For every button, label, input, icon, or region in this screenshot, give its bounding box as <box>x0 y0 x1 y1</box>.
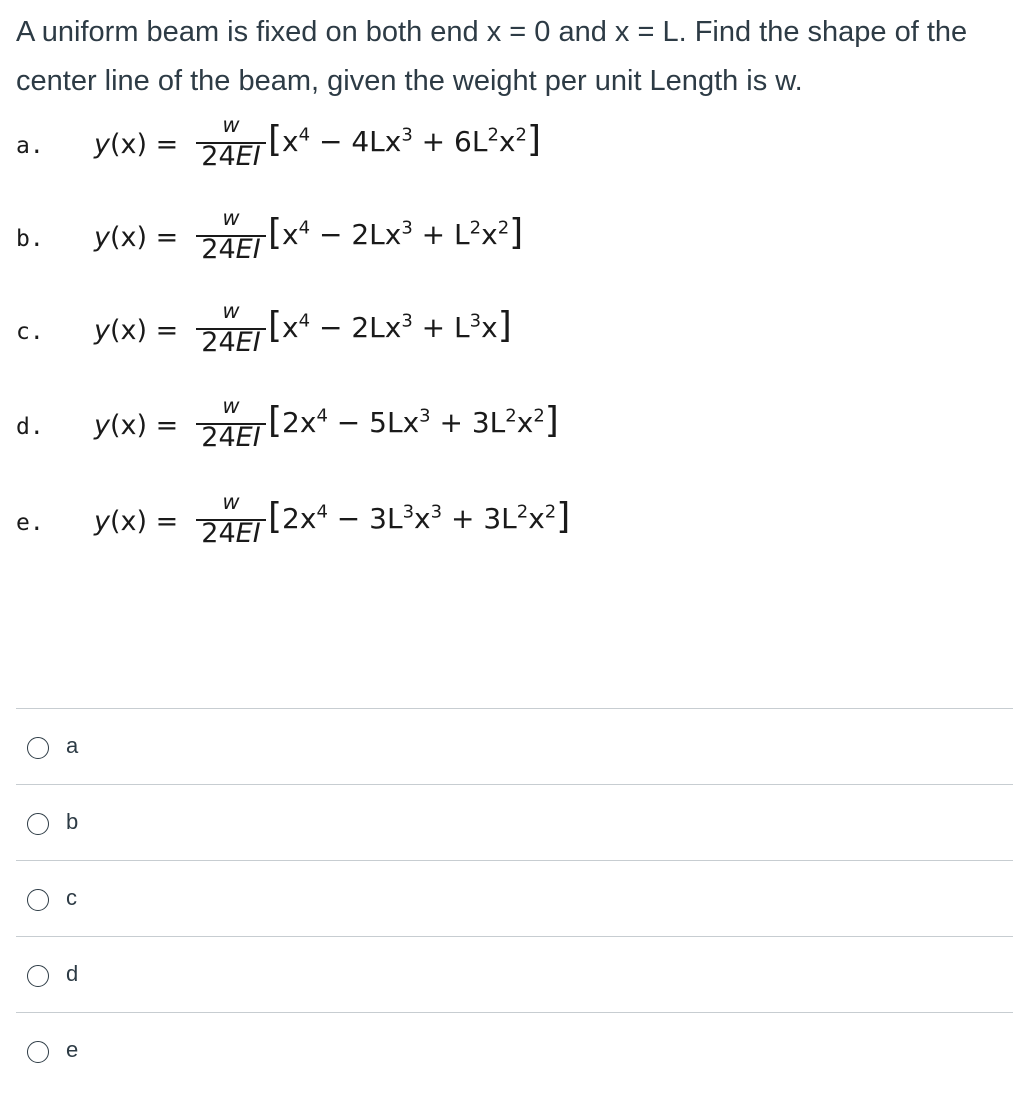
formula-lhs <box>94 410 178 441</box>
open-bracket: [ <box>268 305 283 346</box>
formula-d <box>16 394 816 458</box>
term: 2x <box>282 406 317 439</box>
den-variable: EI <box>235 518 261 549</box>
term: + 3L <box>430 406 506 439</box>
close-bracket: ] <box>497 305 512 346</box>
term: − 2Lx <box>310 311 402 344</box>
formula-lhs <box>94 315 178 346</box>
question-text: A uniform beam is fixed on both end x = 0 and x = L. Find the shape of the center line of the beam, given the weight per unit Length is w. <box>16 16 968 97</box>
den-number: 24 <box>201 234 236 265</box>
term: − 4Lx <box>310 125 402 158</box>
lhs-rest: (x) = <box>109 222 179 253</box>
den-variable: EI <box>235 141 261 172</box>
radio-button[interactable] <box>27 1041 49 1063</box>
answer-options <box>16 708 1013 1088</box>
formula-letter: a. <box>16 133 44 159</box>
exponent: 4 <box>316 405 328 427</box>
term: x <box>282 311 299 344</box>
lhs-y: y <box>94 315 110 346</box>
fraction-denominator <box>196 422 266 453</box>
open-bracket: [ <box>268 400 283 441</box>
lhs-rest: (x) = <box>109 129 179 160</box>
term: − 2Lx <box>310 218 402 251</box>
lhs-y: y <box>94 506 110 537</box>
answer-option-c[interactable] <box>16 860 1013 936</box>
exponent: 3 <box>402 501 415 523</box>
term: + 3L <box>442 502 517 535</box>
term: x <box>528 502 545 535</box>
fraction <box>196 394 266 456</box>
den-variable: EI <box>235 234 261 265</box>
formula-lhs <box>94 506 178 537</box>
term: x <box>516 406 534 439</box>
exponent: 2 <box>516 501 529 523</box>
term: + L <box>412 218 470 251</box>
fraction-numerator: w <box>222 113 240 137</box>
fraction <box>196 206 266 268</box>
exponent: 4 <box>316 501 328 523</box>
term: + L <box>412 311 470 344</box>
answer-option-e[interactable] <box>16 1012 1013 1088</box>
exponent: 2 <box>487 124 499 146</box>
term: x <box>414 502 431 535</box>
term: 2x <box>282 502 317 535</box>
term: x <box>498 125 516 158</box>
exponent: 4 <box>298 217 311 239</box>
fraction-numerator: w <box>222 206 240 230</box>
fraction-numerator: w <box>222 490 240 514</box>
option-label[interactable]: a <box>66 733 79 758</box>
term: x <box>481 218 498 251</box>
exponent: 3 <box>419 405 431 427</box>
exponent: 2 <box>505 405 517 427</box>
formula-b <box>16 206 816 270</box>
fraction <box>196 490 266 552</box>
den-variable: EI <box>235 327 261 358</box>
formula-e <box>16 490 816 554</box>
radio-button[interactable] <box>27 889 49 911</box>
den-number: 24 <box>201 327 236 358</box>
den-number: 24 <box>201 422 236 453</box>
fraction-denominator <box>196 141 266 172</box>
exponent: 4 <box>298 310 311 332</box>
formula-letter: c. <box>16 319 44 345</box>
formula-letter: d. <box>16 414 44 440</box>
exponent: 3 <box>430 501 443 523</box>
open-bracket: [ <box>268 496 283 537</box>
exponent: 2 <box>533 405 545 427</box>
fraction-denominator <box>196 518 266 549</box>
fraction-denominator <box>196 234 266 265</box>
formula-c <box>16 299 816 363</box>
exponent: 2 <box>544 501 557 523</box>
formula-lhs <box>94 222 178 253</box>
exponent: 2 <box>469 217 482 239</box>
exponent: 2 <box>497 217 510 239</box>
formula-lhs <box>94 129 178 160</box>
lhs-rest: (x) = <box>109 315 179 346</box>
exponent: 3 <box>401 310 413 332</box>
radio-button[interactable] <box>27 965 49 987</box>
option-label[interactable]: e <box>66 1037 79 1062</box>
lhs-y: y <box>94 222 110 253</box>
answer-option-a[interactable] <box>16 708 1013 784</box>
formula-rhs <box>268 119 541 160</box>
formula-letter: b. <box>16 226 44 252</box>
formula-a <box>16 113 816 177</box>
den-variable: EI <box>235 422 261 453</box>
exponent: 3 <box>401 217 413 239</box>
term: − 3L <box>327 502 403 535</box>
formula-rhs <box>268 305 512 346</box>
formula-letter: e. <box>16 510 44 536</box>
close-bracket: ] <box>544 400 559 441</box>
exponent: 3 <box>401 124 413 146</box>
lhs-rest: (x) = <box>109 506 179 537</box>
term: x <box>481 311 498 344</box>
fraction-denominator <box>196 327 266 358</box>
term: − 5Lx <box>327 406 420 439</box>
lhs-y: y <box>94 129 110 160</box>
exponent: 3 <box>469 310 482 332</box>
close-bracket: ] <box>526 119 541 160</box>
option-label[interactable]: d <box>66 961 79 986</box>
term: x <box>282 218 299 251</box>
term: x <box>282 125 299 158</box>
exponent: 2 <box>515 124 527 146</box>
open-bracket: [ <box>268 212 283 253</box>
answer-option-b[interactable] <box>16 784 1013 860</box>
option-label[interactable]: b <box>66 809 79 834</box>
fraction <box>196 299 266 361</box>
close-bracket: ] <box>556 496 571 537</box>
lhs-y: y <box>94 410 110 441</box>
den-number: 24 <box>201 141 236 172</box>
radio-button[interactable] <box>27 737 49 759</box>
formula-rhs <box>268 496 570 537</box>
formula-rhs <box>268 212 523 253</box>
fraction-numerator: w <box>222 299 240 323</box>
option-label[interactable]: c <box>66 885 77 910</box>
den-number: 24 <box>201 518 236 549</box>
lhs-rest: (x) = <box>109 410 179 441</box>
fraction <box>196 113 266 175</box>
close-bracket: ] <box>509 212 524 253</box>
term: + 6L <box>412 125 488 158</box>
radio-button[interactable] <box>27 813 49 835</box>
answer-option-d[interactable] <box>16 936 1013 1012</box>
exponent: 4 <box>298 124 311 146</box>
open-bracket: [ <box>268 119 283 160</box>
fraction-numerator: w <box>222 394 240 418</box>
formula-rhs <box>268 400 559 441</box>
